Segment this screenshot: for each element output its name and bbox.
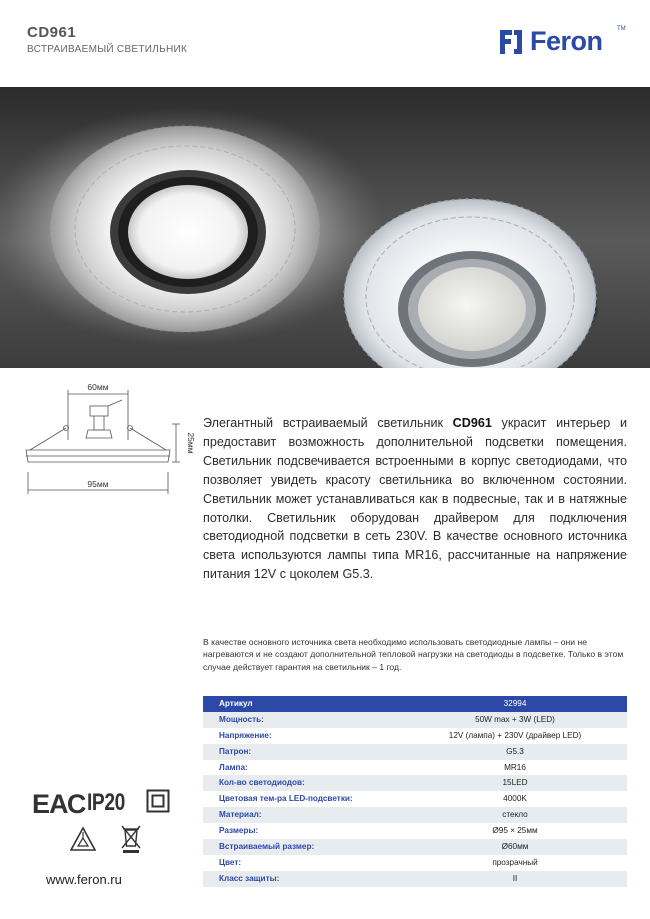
spec-key: Встраиваемый размер: [219,842,315,852]
table-row [203,839,627,855]
table-row [203,760,627,776]
desc-model: CD961 [452,416,492,430]
table-row [203,775,627,791]
spec-key: Цветовая тем-ра LED-подсветки: [219,794,353,804]
table-row [203,823,627,839]
class-ii-insulation-icon [146,789,170,813]
dim-diameter: 95мм [87,479,109,489]
spec-value: 12V (лампа) + 230V (драйвер LED) [448,730,582,740]
table-row [203,807,627,823]
website-link[interactable]: www.feron.ru [46,872,122,887]
spec-value: прозрачный [492,857,538,867]
feron-logo [498,26,628,60]
spec-value: стекло [502,810,528,820]
eac-mark: ЕАС [32,789,86,819]
spec-key: Цвет: [219,857,242,867]
spec-value: 32994 [503,699,527,708]
spec-value: MR16 [504,762,526,772]
product-photo [0,87,650,368]
spec-key: Класс защиты: [219,873,280,883]
spec-key: Кол-во светодиодов: [219,778,305,788]
spec-table [203,696,627,887]
feron-logo-icon [498,28,524,56]
spec-value: 15LED [502,778,528,788]
ip-rating: IP20 [87,789,125,816]
product-model: CD961 [27,24,77,41]
table-row [203,728,627,744]
table-row [203,871,627,887]
spec-key: Патрон: [219,746,252,756]
dim-top-width: 60мм [87,382,109,392]
table-row [203,744,627,760]
warranty-note: В качестве основного источника света необходимо использовать светодиодные лампы – они не нагреваются и не создают дополнительной тепловой нагрузки на светодиоды в подсветке. Только в этом случае действует гарантия на светильник – 1 год. [203,637,624,672]
dimension-drawing [18,380,198,508]
spec-value: 4000K [503,794,527,804]
table-row [203,712,627,728]
dim-height: 25мм [186,432,196,454]
product-description [203,414,627,584]
spec-key: Мощность: [219,714,264,724]
spec-value: Ø95 × 25мм [492,826,538,836]
spec-key: Размеры: [219,826,259,836]
spec-value: 50W max + 3W (LED) [475,714,555,724]
spec-key: Лампа: [219,762,248,772]
hazard-triangle-icon [70,826,96,852]
desc-body: украсит интерьер и предоставит возможность дополнительной подсветки помещения. Светильник подсвечивается встроенными в корпус светодиодами, что позволяет увидеть красоту светильника во включенном состоянии. Светильник может устанавливаться как в подвесные, так и в натяжные потолки. Светильник оборудован драйвером для подключения светодиодной подсветки в сеть 230V. В качестве основного источника света используются лампы типа MR16, рассчитанные на напряжение питания 12V с цоколем G5.3. [203,416,628,582]
spec-header-row [203,696,627,712]
brand-trademark: TM [617,26,626,32]
spec-value: II [512,873,518,883]
weee-crossed-bin-icon [120,824,142,854]
desc-intro: Элегантный встраиваемый светильник [203,416,453,430]
spec-key: Материал: [219,810,262,820]
product-subtitle: ВСТРАИВАЕМЫЙ СВЕТИЛЬНИК [27,44,188,55]
spec-key: Напряжение: [219,730,272,740]
spec-key: Артикул [219,699,253,708]
table-row [203,791,627,807]
brand-name: Feron [530,26,603,56]
table-row [203,855,627,871]
spec-value: Ø60мм [501,842,529,852]
spec-value: G5.3 [506,746,524,756]
